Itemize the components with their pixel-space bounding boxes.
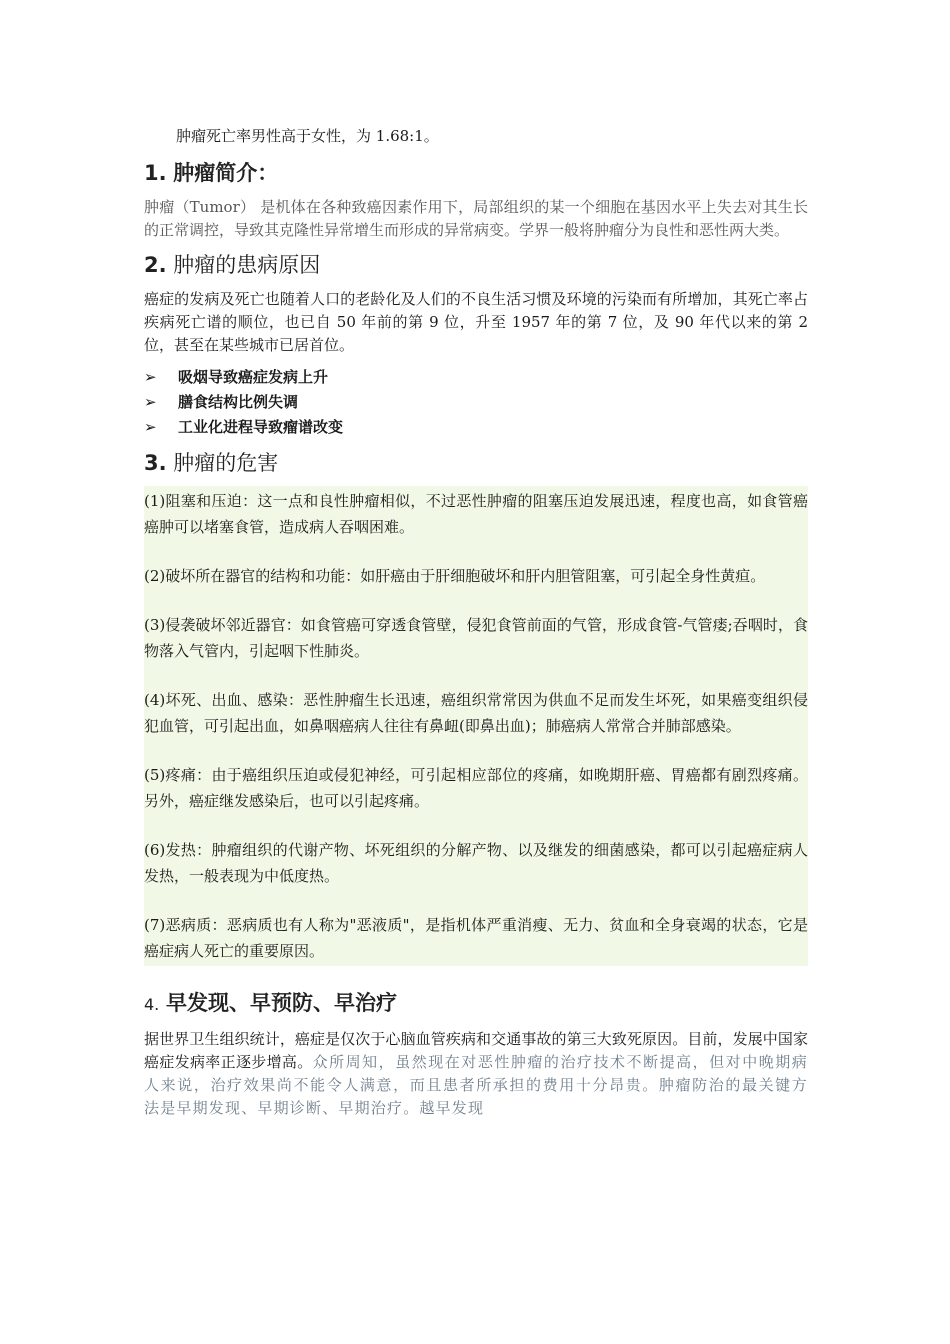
list-item: ➢ 膳食结构比例失调 [144, 390, 808, 415]
arrow-bullet-icon: ➢ [144, 393, 157, 411]
section-2-number: 2. [144, 253, 167, 277]
harm-list-highlight [144, 486, 808, 966]
harm-item: (7)恶病质：恶病质也有人称为"恶液质"，是指机体严重消瘦、无力、贫血和全身衰竭的状态，它是癌症病人死亡的重要原因。 [144, 916, 808, 960]
section-3-title: 肿瘤的危害 [173, 451, 279, 475]
harm-item: (2)破坏所在器官的结构和功能：如肝癌由于肝细胞破坏和肝内胆管阻塞，可引起全身性黄疸。 [144, 567, 766, 585]
list-item: ➢ 吸烟导致癌症发病上升 [144, 365, 808, 390]
arrow-bullet-icon: ➢ [144, 368, 157, 386]
section-4-title: 早发现、早预防、早治疗 [165, 991, 397, 1015]
section-2-body: 癌症的发病及死亡也随着人口的老龄化及人们的不良生活习惯及环境的污染而有所增加，其死亡率占疾病死亡谱的顺位，也已自 50 年前的第 9 位，升至 1957 年的第 7 位，及 90 年代以来的第 2 位，甚至在某些城市已居首位。 [144, 290, 808, 354]
cause-list [144, 365, 808, 440]
section-1-body: 肿瘤（Tumor） 是机体在各种致癌因素作用下，局部组织的某一个细胞在基因水平上失去对其生长的正常调控，导致其克隆性异常增生而形成的异常病变。学界一般将肿瘤分为良性和恶性两大类。 [144, 198, 808, 239]
document-content [144, 124, 808, 1128]
section-1-title: 肿瘤简介： [173, 161, 279, 185]
intro-text: 肿瘤死亡率男性高于女性，为 1.68:1。 [176, 127, 439, 145]
arrow-bullet-icon: ➢ [144, 418, 157, 436]
section-2-title: 肿瘤的患病原因 [173, 253, 321, 277]
harm-item: (5)疼痛：由于癌组织压迫或侵犯神经，可引起相应部位的疼痛，如晚期肝癌、胃癌都有剧烈疼痛。另外，癌症继发感染后，也可以引起疼痛。 [144, 766, 808, 810]
section-4-body: 据世界卫生组织统计，癌症是仅次于心脑血管疾病和交通事故的第三大致死原因。目前，发展中国家癌症发病率正逐步增高。众所周知，虽然现在对恶性肿瘤的治疗技术不断提高，但对中晚期病人来说，治疗效果尚不能令人满意，而且患者所承担的费用十分昂贵。肿瘤防治的最关键方法是早期发现、早期诊断、早期治疗。越早发现 [144, 1030, 808, 1117]
harm-item: (1)阻塞和压迫：这一点和良性肿瘤相似，不过恶性肿瘤的阻塞压迫发展迅速，程度也高，如食管癌癌肿可以堵塞食管，造成病人吞咽困难。 [144, 492, 808, 536]
harm-item: (3)侵袭破坏邻近器官：如食管癌可穿透食管壁，侵犯食管前面的气管，形成食管-气管瘘;吞咽时，食物落入气管内，引起咽下性肺炎。 [144, 616, 808, 660]
section-1-number: 1. [144, 161, 167, 185]
section-4-heading [144, 988, 808, 1020]
section-4-number: 4. [144, 995, 160, 1014]
section-2-heading [144, 250, 808, 280]
harm-item: (4)坏死、出血、感染：恶性肿瘤生长迅速，癌组织常常因为供血不足而发生坏死，如果癌变组织侵犯血管，可引起出血，如鼻咽癌病人往往有鼻衄(即鼻出血)；肺癌病人常常合并肺部感染。 [144, 691, 808, 735]
section-3-number: 3. [144, 451, 167, 475]
section-3-heading [144, 448, 808, 478]
list-item: ➢ 工业化进程导致瘤谱改变 [144, 415, 808, 440]
harm-item: (6)发热：肿瘤组织的代谢产物、坏死组织的分解产物、以及继发的细菌感染，都可以引起癌症病人发热，一般表现为中低度热。 [144, 841, 808, 885]
section-1-heading [144, 158, 808, 188]
